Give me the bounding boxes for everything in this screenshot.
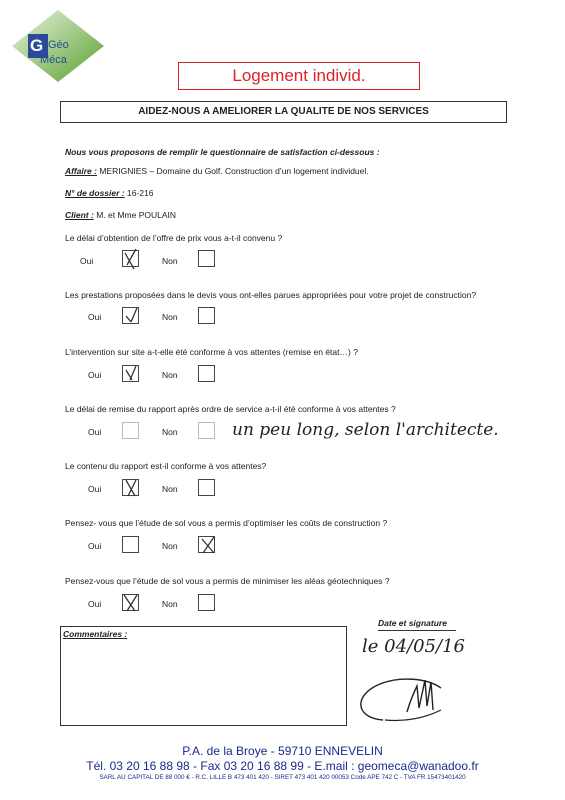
q3-non-label: Non	[162, 370, 178, 380]
svg-text:Méca: Méca	[40, 54, 67, 66]
company-logo	[10, 8, 106, 84]
question-7: Pensez-vous que l’étude de sol vous a permis de minimiser les aléas géotechniques ?	[65, 576, 390, 586]
q6-non-label: Non	[162, 541, 178, 551]
q4-non-checkbox[interactable]	[198, 422, 215, 439]
signature-label: Date et signature	[378, 618, 447, 628]
q2-non-checkbox[interactable]	[198, 307, 215, 324]
q1-oui-checkbox[interactable]	[122, 250, 139, 267]
q4-non-label: Non	[162, 427, 178, 437]
q3-oui-label: Oui	[88, 370, 102, 380]
q3-oui-checkbox[interactable]	[122, 365, 139, 382]
q5-non-checkbox[interactable]	[198, 479, 215, 496]
client-line	[65, 210, 176, 220]
q4-handwritten-note: un peu long, selon l'architecte.	[232, 420, 499, 440]
question-6: Pensez- vous que l’étude de sol vous a permis d’optimiser les coûts de construction ?	[65, 518, 388, 528]
q2-non-label: Non	[162, 312, 178, 322]
q2-oui-checkbox[interactable]	[122, 307, 139, 324]
form-header: AIDEZ-NOUS A AMELIORER LA QUALITE DE NOS SERVICES	[60, 101, 507, 123]
client-label: Client :	[65, 210, 94, 220]
question-4: Le délai de remise du rapport après ordre de service a-t-il été conforme à vos attentes ?	[65, 404, 396, 414]
footer-legal: SARL AU CAPITAL DE 88 000 € - R.C. LILLE B 473 401 420 - SIRET 473 401 420 00053 Code APE 742 C - TVA FR 15473401420	[99, 774, 466, 781]
dossier-label: N° de dossier :	[65, 188, 125, 198]
q2-oui-label: Oui	[88, 312, 102, 322]
q3-non-checkbox[interactable]	[198, 365, 215, 382]
handwritten-signature	[345, 660, 455, 731]
q6-oui-checkbox[interactable]	[122, 536, 139, 553]
q7-oui-label: Oui	[88, 599, 102, 609]
signature-label-underline	[378, 630, 456, 631]
question-2: Les prestations proposées dans le devis vous ont-elles parues appropriées pour votre projet de construction?	[65, 290, 477, 300]
svg-text:G: G	[30, 36, 44, 55]
comments-label: Commentaires :	[63, 629, 128, 639]
affaire-line	[65, 166, 369, 176]
dossier-line	[65, 188, 153, 198]
question-5: Le contenu du rapport est-il conforme à vos attentes?	[65, 461, 267, 471]
comments-box[interactable]	[60, 626, 347, 726]
question-1: Le délai d’obtention de l’offre de prix vous a-t-il convenu ?	[65, 233, 283, 243]
q4-oui-checkbox[interactable]	[122, 422, 139, 439]
footer-address: P.A. de la Broye - 59710 ENNEVELIN	[182, 744, 383, 758]
client-value: M. et Mme POULAIN	[96, 210, 177, 220]
q5-oui-label: Oui	[88, 484, 102, 494]
signature-date: le 04/05/16	[362, 636, 465, 657]
q4-oui-label: Oui	[88, 427, 102, 437]
q1-oui-label: Oui	[80, 256, 94, 266]
q5-non-label: Non	[162, 484, 178, 494]
q1-non-checkbox[interactable]	[198, 250, 215, 267]
q5-oui-checkbox[interactable]	[122, 479, 139, 496]
q6-non-checkbox[interactable]	[198, 536, 215, 553]
affaire-label: Affaire :	[65, 166, 97, 176]
footer-contact: Tél. 03 20 16 88 98 - Fax 03 20 16 88 99 - E.mail : geomeca@wanadoo.fr	[86, 759, 479, 773]
question-3: L’intervention sur site a-t-elle été conforme à vos attentes (remise en état…) ?	[65, 347, 358, 357]
intro-text: Nous vous proposons de remplir le questionnaire de satisfaction ci-dessous :	[65, 147, 380, 157]
banner-label: Logement individ.	[178, 62, 420, 90]
svg-text:Géo: Géo	[48, 39, 69, 51]
q7-oui-checkbox[interactable]	[122, 594, 139, 611]
dossier-value: 16-216	[126, 188, 154, 198]
q7-non-checkbox[interactable]	[198, 594, 215, 611]
affaire-value: MERIGNIES – Domaine du Golf. Construction d’un logement individuel.	[99, 166, 369, 176]
q6-oui-label: Oui	[88, 541, 102, 551]
q1-non-label: Non	[162, 256, 178, 266]
q7-non-label: Non	[162, 599, 178, 609]
